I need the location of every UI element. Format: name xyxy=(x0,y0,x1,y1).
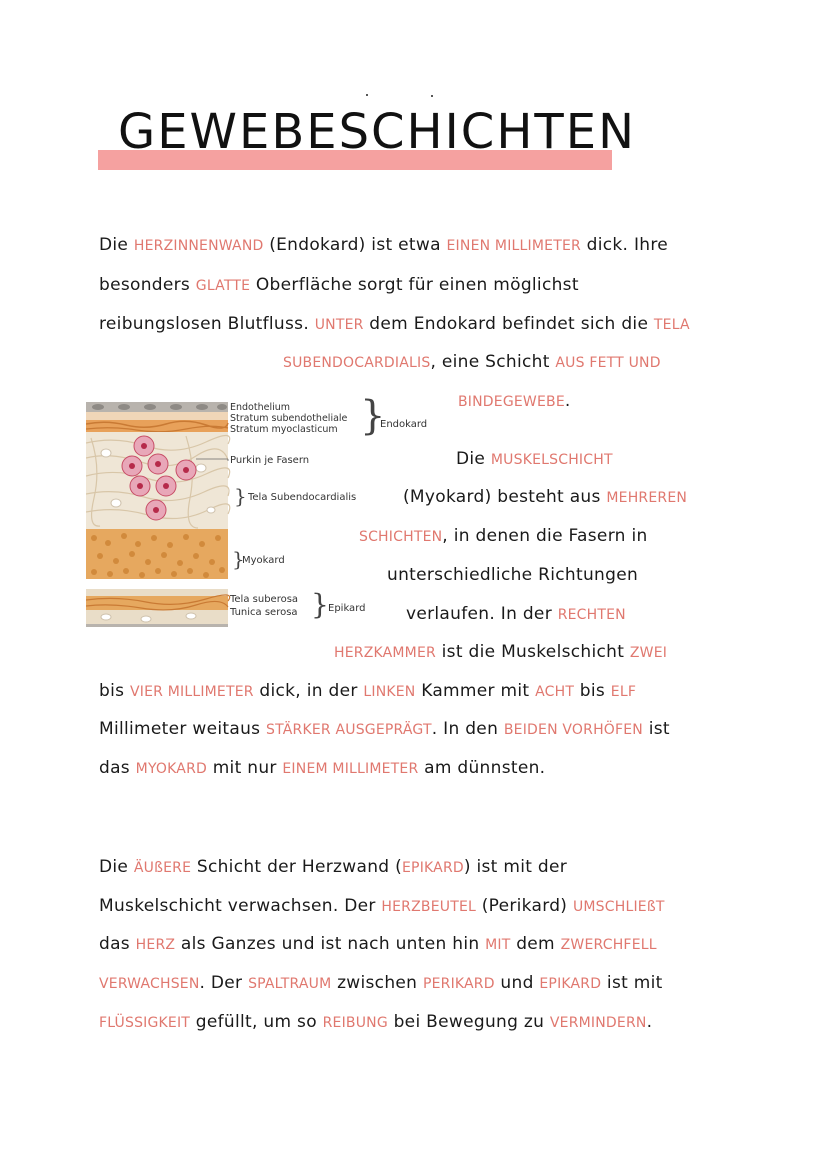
text-line xyxy=(99,312,690,337)
myokard-brace: } xyxy=(232,547,245,571)
text-segment: das xyxy=(99,934,136,954)
text-segment: Millimeter weitaus xyxy=(99,719,267,739)
text-segment: dem xyxy=(510,934,561,954)
text-segment: (Endokard) ist etwa xyxy=(263,235,447,255)
highlighted-term: PERIKARD xyxy=(422,976,495,992)
text-segment: ) ist mit der xyxy=(463,857,568,877)
label-purkinje-fasern: Purkin je Fasern xyxy=(230,455,310,466)
text-segment: und xyxy=(494,973,540,993)
text-line xyxy=(99,971,663,996)
text-segment: (Myokard) besteht aus xyxy=(403,487,607,507)
text-line xyxy=(458,389,571,414)
page-title: GEWEBESCHICHTEN xyxy=(118,104,636,160)
text-segment: Die xyxy=(99,235,134,255)
text-segment: unterschiedliche Richtungen xyxy=(387,565,639,585)
highlighted-term: GLATTE xyxy=(195,278,251,294)
text-segment: reibungslosen Blutfluss. xyxy=(99,314,315,334)
highlighted-term: FLÜSSIGKEIT xyxy=(99,1015,191,1031)
text-line xyxy=(99,855,567,880)
label-myokard: Myokard xyxy=(242,555,285,566)
highlighted-term: BINDEGEWEBE xyxy=(458,394,565,410)
text-line xyxy=(406,602,626,627)
highlighted-term: MYOKARD xyxy=(135,761,207,777)
text-segment: . In den xyxy=(431,719,504,739)
text-line xyxy=(99,273,579,298)
text-segment: besonders xyxy=(99,275,196,295)
highlighted-term: HERZINNENWAND xyxy=(133,238,264,254)
text-line xyxy=(99,932,657,957)
text-line xyxy=(359,524,648,549)
text-segment: zwischen xyxy=(331,973,423,993)
highlighted-term: UNTER xyxy=(314,317,364,333)
text-segment: Muskelschicht verwachsen. Der xyxy=(99,896,382,916)
text-segment: , eine Schicht xyxy=(430,352,556,372)
text-segment: (Perikard) xyxy=(476,896,573,916)
highlighted-term: AUS FETT UND xyxy=(555,355,661,371)
text-segment: dick, in der xyxy=(253,681,364,701)
label-tela-subendocardialis: Tela Subendocardialis xyxy=(248,492,357,503)
label-stratum-subendotheliale: Stratum subendotheliale xyxy=(230,413,348,424)
highlighted-term: ZWEI xyxy=(629,645,668,661)
highlighted-term: EINEN MILLIMETER xyxy=(446,238,581,254)
highlighted-term: HERZBEUTEL xyxy=(381,899,476,915)
highlighted-term: EPIKARD xyxy=(402,860,464,876)
highlighted-term: EPIKARD xyxy=(539,976,602,992)
text-segment: Oberfläche sorgt für einen möglichst xyxy=(250,275,579,295)
highlighted-term: VERWACHSEN xyxy=(99,976,200,992)
text-segment: das xyxy=(99,758,136,778)
epikard-brace: } xyxy=(311,588,329,621)
ink-dot xyxy=(431,95,433,97)
highlighted-term: SCHICHTEN xyxy=(359,529,443,545)
highlighted-term: SPALTRAUM xyxy=(248,976,332,992)
text-line xyxy=(99,1010,652,1035)
text-line xyxy=(99,894,665,919)
text-segment: . Der xyxy=(199,973,249,993)
highlighted-term: TELA xyxy=(653,317,690,333)
text-segment: Die xyxy=(456,449,491,469)
highlighted-term: STÄRKER AUSGEPRÄGT xyxy=(266,722,432,738)
label-epikard: Epikard xyxy=(328,603,366,614)
highlighted-term: HERZKAMMER xyxy=(334,645,436,661)
text-segment: verlaufen. In der xyxy=(406,604,558,624)
endokard-brace: } xyxy=(360,393,386,439)
text-segment: Schicht der Herzwand ( xyxy=(191,857,403,877)
highlighted-term: EINEM MILLIMETER xyxy=(282,761,419,777)
text-segment: ist xyxy=(642,719,670,739)
text-segment: bei Bewegung zu xyxy=(387,1012,550,1032)
label-stratum-myoelasticum: Stratum myoclasticum xyxy=(230,424,338,435)
label-tunica-serosa: Tunica serosa xyxy=(230,607,298,618)
highlighted-term: RECHTEN xyxy=(557,607,626,623)
highlighted-term: VERMINDERN xyxy=(549,1015,647,1031)
text-segment: . xyxy=(564,391,571,411)
highlighted-term: ACHT xyxy=(535,684,575,700)
text-segment: ist mit xyxy=(601,973,663,993)
ink-dot xyxy=(366,94,368,96)
highlighted-term: ZWERCHFELL xyxy=(560,937,657,953)
text-line xyxy=(334,640,667,665)
text-segment: dick. Ihre xyxy=(580,235,669,255)
highlighted-term: MUSKELSCHICHT xyxy=(490,452,613,468)
tela-brace: } xyxy=(234,484,247,508)
text-line xyxy=(99,756,545,781)
text-segment: Die xyxy=(99,857,134,877)
highlighted-term: HERZ xyxy=(135,937,176,953)
text-segment: gefüllt, um so xyxy=(190,1012,323,1032)
highlighted-term: LINKEN xyxy=(363,684,416,700)
highlighted-term: BEIDEN VORHÖFEN xyxy=(503,722,643,738)
highlighted-term: UMSCHLIEßT xyxy=(572,899,665,915)
label-tela-suberosa: Tela suberosa xyxy=(230,594,299,605)
label-endothelium: Endothelium xyxy=(230,402,291,413)
text-segment: bis xyxy=(99,681,130,701)
text-segment: ist die Muskelschicht xyxy=(435,642,630,662)
text-line xyxy=(99,233,668,258)
label-endokard: Endokard xyxy=(380,419,428,430)
highlighted-term: ELF xyxy=(610,684,637,700)
text-segment: am dünnsten. xyxy=(418,758,546,778)
text-segment: Kammer mit xyxy=(415,681,536,701)
highlighted-term: ÄUßERE xyxy=(133,860,192,876)
text-line xyxy=(99,717,670,742)
text-segment: . xyxy=(646,1012,653,1032)
text-segment: bis xyxy=(574,681,611,701)
highlighted-term: SUBENDOCARDIALIS xyxy=(283,355,431,371)
highlighted-term: MIT xyxy=(485,937,511,953)
text-segment: als Ganzes und ist nach unten hin xyxy=(175,934,486,954)
text-segment: dem Endokard befindet sich die xyxy=(363,314,654,334)
text-line xyxy=(456,447,613,472)
highlighted-term: VIER MILLIMETER xyxy=(129,684,254,700)
text-line xyxy=(387,563,638,587)
text-line xyxy=(283,350,661,375)
text-line xyxy=(99,679,636,704)
text-segment: , in denen die Fasern in xyxy=(442,526,648,546)
text-segment: mit nur xyxy=(206,758,283,778)
text-line xyxy=(403,485,687,510)
highlighted-term: REIBUNG xyxy=(322,1015,388,1031)
highlighted-term: MEHREREN xyxy=(606,490,688,506)
